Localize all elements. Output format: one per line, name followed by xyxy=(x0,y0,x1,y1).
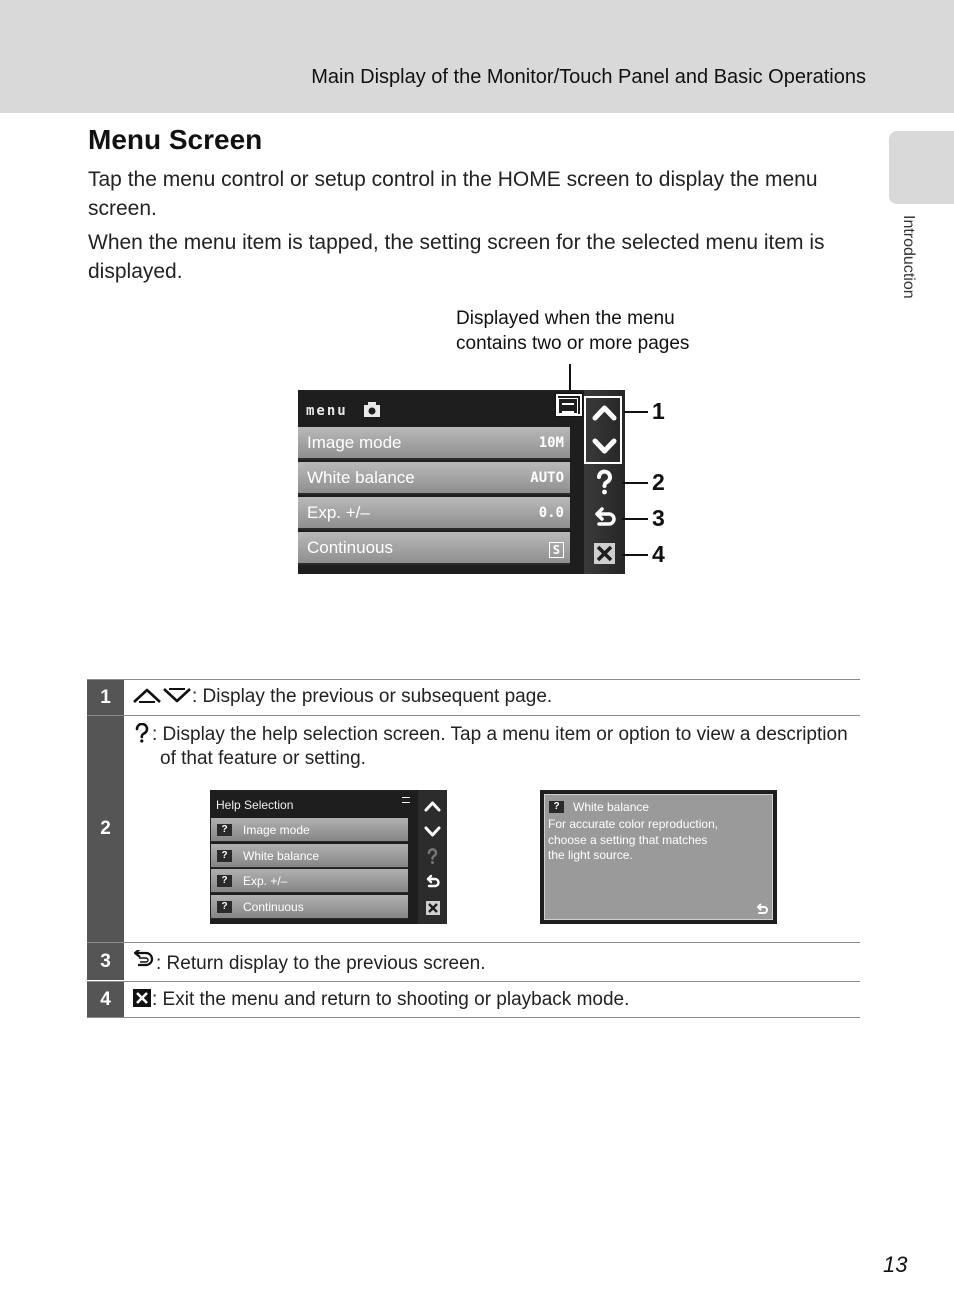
help-icon xyxy=(132,723,152,743)
back-button[interactable] xyxy=(423,873,442,892)
help-selection-screen xyxy=(210,790,447,924)
annotation-1: 1 xyxy=(652,398,665,424)
scroll-buttons-highlight xyxy=(584,396,622,464)
page-up-button[interactable] xyxy=(423,797,442,816)
help-item-icon: ? xyxy=(217,875,232,887)
pages-callout xyxy=(456,306,689,356)
return-icon xyxy=(132,950,156,972)
menu-item-label: Exp. +/– xyxy=(307,503,370,522)
table-row-text: : Return display to the previous screen. xyxy=(132,950,486,976)
menu-label: menu xyxy=(306,403,348,419)
page-indicator-highlight xyxy=(556,394,582,416)
help-item-label: Continuous xyxy=(243,900,304,914)
table-row-number: 3 xyxy=(87,943,124,980)
table-row-text: : Display the help selection screen. Tap a menu item or option to view a description of that feature or setting. xyxy=(132,723,858,771)
help-icon: ? xyxy=(549,801,564,813)
help-item-icon: ? xyxy=(217,824,232,836)
help-item[interactable] xyxy=(211,869,408,893)
exit-button[interactable] xyxy=(588,537,621,570)
help-item-icon: ? xyxy=(217,901,232,913)
menu-item-label: Continuous xyxy=(307,538,394,557)
table-row-number: 2 xyxy=(87,716,124,942)
header-title: Main Display of the Monitor/Touch Panel and Basic Operations xyxy=(311,66,866,88)
table-row-number: 1 xyxy=(87,680,124,715)
white-balance-help-screen xyxy=(540,790,777,924)
continuous-value: S xyxy=(549,542,564,558)
table-row-text: : Display the previous or subsequent page. xyxy=(132,685,552,709)
page-indicator-icon xyxy=(402,797,410,803)
page-number: 13 xyxy=(883,1252,908,1277)
up-down-icon xyxy=(132,686,192,705)
back-button[interactable] xyxy=(588,502,621,535)
exposure-value: 0.0 xyxy=(538,505,564,521)
help-topic-title: White balance xyxy=(573,800,650,814)
menu-item-label: Image mode xyxy=(307,433,402,452)
image-mode-value: 10M xyxy=(538,435,564,451)
help-selection-title: Help Selection xyxy=(216,798,294,812)
annotation-3: 3 xyxy=(652,505,665,531)
table-rule xyxy=(87,981,860,982)
section-title: Menu Screen xyxy=(88,124,263,155)
annotation-line-4 xyxy=(622,554,648,556)
table-rule xyxy=(87,942,860,943)
camera-icon xyxy=(364,402,380,417)
table-row-text: : Exit the menu and return to shooting or playback mode. xyxy=(132,988,629,1012)
help-item[interactable] xyxy=(211,895,408,919)
table-rule xyxy=(87,715,860,716)
help-item-label: Exp. +/– xyxy=(243,874,288,888)
menu-title-bar xyxy=(298,390,583,427)
help-description: For accurate color reproduction, choose a setting that matches the light source. xyxy=(548,817,719,862)
callout-line-2: contains two or more pages xyxy=(456,333,690,354)
callout-line-1: Displayed when the menu xyxy=(456,308,675,329)
exit-icon xyxy=(132,988,152,1008)
annotation-2: 2 xyxy=(652,469,665,495)
menu-item-image-mode[interactable] xyxy=(298,427,570,460)
help-item[interactable] xyxy=(211,844,408,868)
menu-item-exposure[interactable] xyxy=(298,497,570,530)
menu-item-label: White balance xyxy=(307,468,415,487)
side-tab-label: Introduction xyxy=(900,215,917,299)
help-item-label: White balance xyxy=(243,849,320,863)
intro-paragraph-2: When the menu item is tapped, the setting screen for the selected menu item is displayed. xyxy=(88,231,825,283)
help-button[interactable] xyxy=(588,466,621,499)
side-tab xyxy=(889,131,954,204)
help-item[interactable] xyxy=(211,818,408,842)
help-item-label: Image mode xyxy=(243,823,310,837)
table-rule-top xyxy=(87,679,860,680)
header-band xyxy=(0,0,954,113)
help-description-panel xyxy=(544,794,773,920)
menu-item-white-balance[interactable] xyxy=(298,462,570,495)
page-down-button[interactable] xyxy=(423,822,442,841)
menu-item-continuous[interactable] xyxy=(298,532,570,565)
exit-button[interactable] xyxy=(423,899,442,918)
help-control-column xyxy=(418,790,447,924)
annotation-line-1 xyxy=(624,411,648,413)
camera-menu-screen xyxy=(298,390,625,574)
annotation-line-2 xyxy=(622,482,648,484)
annotation-line-3 xyxy=(622,518,648,520)
annotation-4: 4 xyxy=(652,541,665,567)
table-rule-bottom xyxy=(87,1017,860,1018)
white-balance-value: AUTO xyxy=(530,470,564,486)
table-row-number: 4 xyxy=(87,982,124,1017)
help-item-icon: ? xyxy=(217,850,232,862)
intro-paragraph-1: Tap the menu control or setup control in the HOME screen to display the menu screen. xyxy=(88,168,818,220)
back-button[interactable] xyxy=(755,903,769,917)
help-button[interactable] xyxy=(423,847,442,866)
